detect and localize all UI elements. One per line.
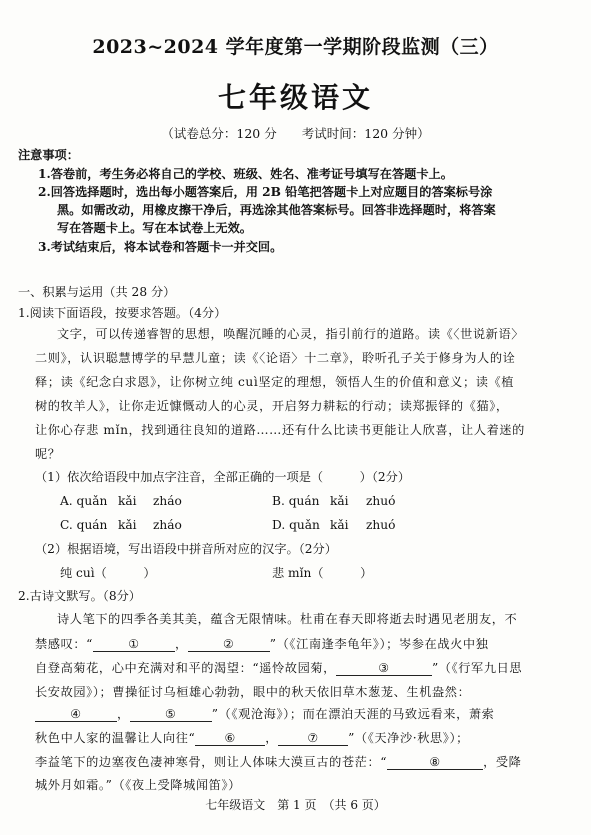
blank-8: ⑧ [387, 755, 483, 770]
fill-min: 悲 mǐn（ ） [272, 566, 373, 580]
question-1-stem: 1.阅读下面语段，按要求答题。（4分） [18, 306, 227, 320]
option-c-3: zháo [153, 518, 182, 532]
poem-line-2-head: 禁感叹：“ [35, 637, 93, 651]
blank-5: ⑤ [130, 707, 212, 722]
poem-line-6-head: 秋色中人家的温馨让人向往“ [35, 731, 196, 745]
note-item: 1.答卷前，考生务必将自己的学校、班级、姓名、准考证号填写在答题卡上。 [38, 167, 453, 181]
question-2-stem: 2.古诗文默写。（8分） [18, 589, 141, 603]
subject-title: 七年级语文 [217, 81, 373, 114]
poem-line-7-head: 李益笔下的边塞夜色凄神寒骨，则让人体味大漠亘古的苍茫：“ [35, 755, 388, 769]
poem-line: 长安故园》）；曹操征讨乌桓雄心勃勃，眼中的秋天依旧草木葱茏、生机盎然： [35, 685, 471, 699]
option-d-2: kǎi [330, 518, 349, 532]
note-item: 黑。如需改动，用橡皮擦干净后，再选涂其他答案标号。回答非选择题时，将答案 [57, 203, 496, 217]
passage-line: 文字，可以传递睿智的思想，唤醒沉睡的心灵，指引前行的道路。读《〈世说新语〉 [57, 327, 525, 341]
poem-line: 城外月如霜。”（《夜上受降城闻笛》） [35, 778, 241, 792]
passage-line: 释；读《纪念白求恩》，让你树立纯 cuì坚定的理想，领悟人生的价值和意义；读《植 [35, 375, 515, 389]
passage-line: 二则》，认识聪慧博学的早慧儿童；读《〈论语〉十二章》，聆听孔子关于修身为人的诠 [35, 351, 516, 365]
option-d-1: D. quǎn [272, 518, 320, 532]
notes-heading: 注意事项： [18, 148, 79, 162]
option-b-1: B. quán [272, 494, 320, 508]
poem-line-5 [35, 706, 494, 722]
poem-line-7-tail: ，受降 [483, 755, 522, 769]
option-b-3: zhuó [366, 494, 396, 508]
passage-line: 树的牧羊人》，让你走近慷慨动人的心灵，开启努力耕耘的行动；读郑振铎的《猫》， [35, 399, 509, 413]
blank-7: ⑦ [278, 731, 348, 746]
note-item: 写在答题卡上。写在本试卷上无效。 [57, 221, 252, 235]
option-a-1: A. quǎn [60, 494, 108, 508]
note-item: 2.回答选择题时，选出每小题答案后，用 2B 铅笔把答题卡上对应题目的答案标号涂 [38, 185, 493, 199]
blank-3: ③ [336, 661, 432, 676]
note-item: 3.考试结束后，将本试卷和答题卡一并交回。 [38, 240, 283, 254]
poem-line: 诗人笔下的四季各美其美，蕴含无限情味。杜甫在春天即将逝去时遇见老朋友，不 [57, 612, 518, 626]
option-c-2: kǎi [118, 518, 137, 532]
fill-cui: 纯 cuì（ ） [60, 566, 156, 580]
poem-line-6-mid: ， [265, 731, 279, 745]
option-a-2: kǎi [118, 494, 137, 508]
blank-6: ⑥ [195, 731, 265, 746]
comma: ， [117, 707, 130, 721]
poem-line-2 [35, 636, 489, 652]
poem-line-7 [35, 754, 521, 770]
section-title: 一、积累与运用（共 28 分） [18, 285, 176, 299]
page-footer: 七年级语文 第 1 页 （共 6 页） [205, 798, 386, 812]
sub-question-2: （2）根据语境，写出语段中拼音所对应的汉字。（2分） [35, 542, 337, 556]
blank-2: ② [188, 637, 270, 652]
poem-line-3-tail: ”（《行军九日思 [431, 661, 523, 675]
poem-line-2-tail: ”（《江南逢李龟年》）；岑参在战火中独 [269, 637, 489, 651]
poem-line-3 [35, 660, 522, 676]
exam-meta: （试卷总分：120 分 考试时间：120 分钟） [161, 126, 430, 141]
passage-line: 呢？ [35, 447, 61, 461]
exam-title: 2023~2024 学年度第一学期阶段监测（三） [92, 36, 499, 58]
option-d-3: zhuó [366, 518, 396, 532]
option-c-1: C. quán [60, 518, 108, 532]
poem-line-3-head: 自登高菊花，心中充满对和平的渴望：“遥怜故园菊， [35, 661, 336, 675]
sub-question-1: （1）依次给语段中加点字注音，全部正确的一项是（ ）（2分） [35, 470, 411, 484]
option-a-3: zháo [153, 494, 182, 508]
passage-line: 让你心存悲 mǐn，找到通往良知的道路……还有什么比读书更能让人欣喜，让人着迷的 [35, 423, 525, 437]
comma: ， [174, 637, 188, 651]
blank-1: ① [93, 637, 175, 652]
poem-line-5-tail: ”（《观沧海》）；而在漂泊天涯的马致远看来，萧索 [211, 707, 495, 721]
blank-4: ④ [35, 707, 117, 722]
poem-line-6 [35, 730, 469, 746]
poem-line-6-tail: ”（《天净沙·秋思》）； [348, 731, 469, 745]
option-b-2: kǎi [330, 494, 349, 508]
